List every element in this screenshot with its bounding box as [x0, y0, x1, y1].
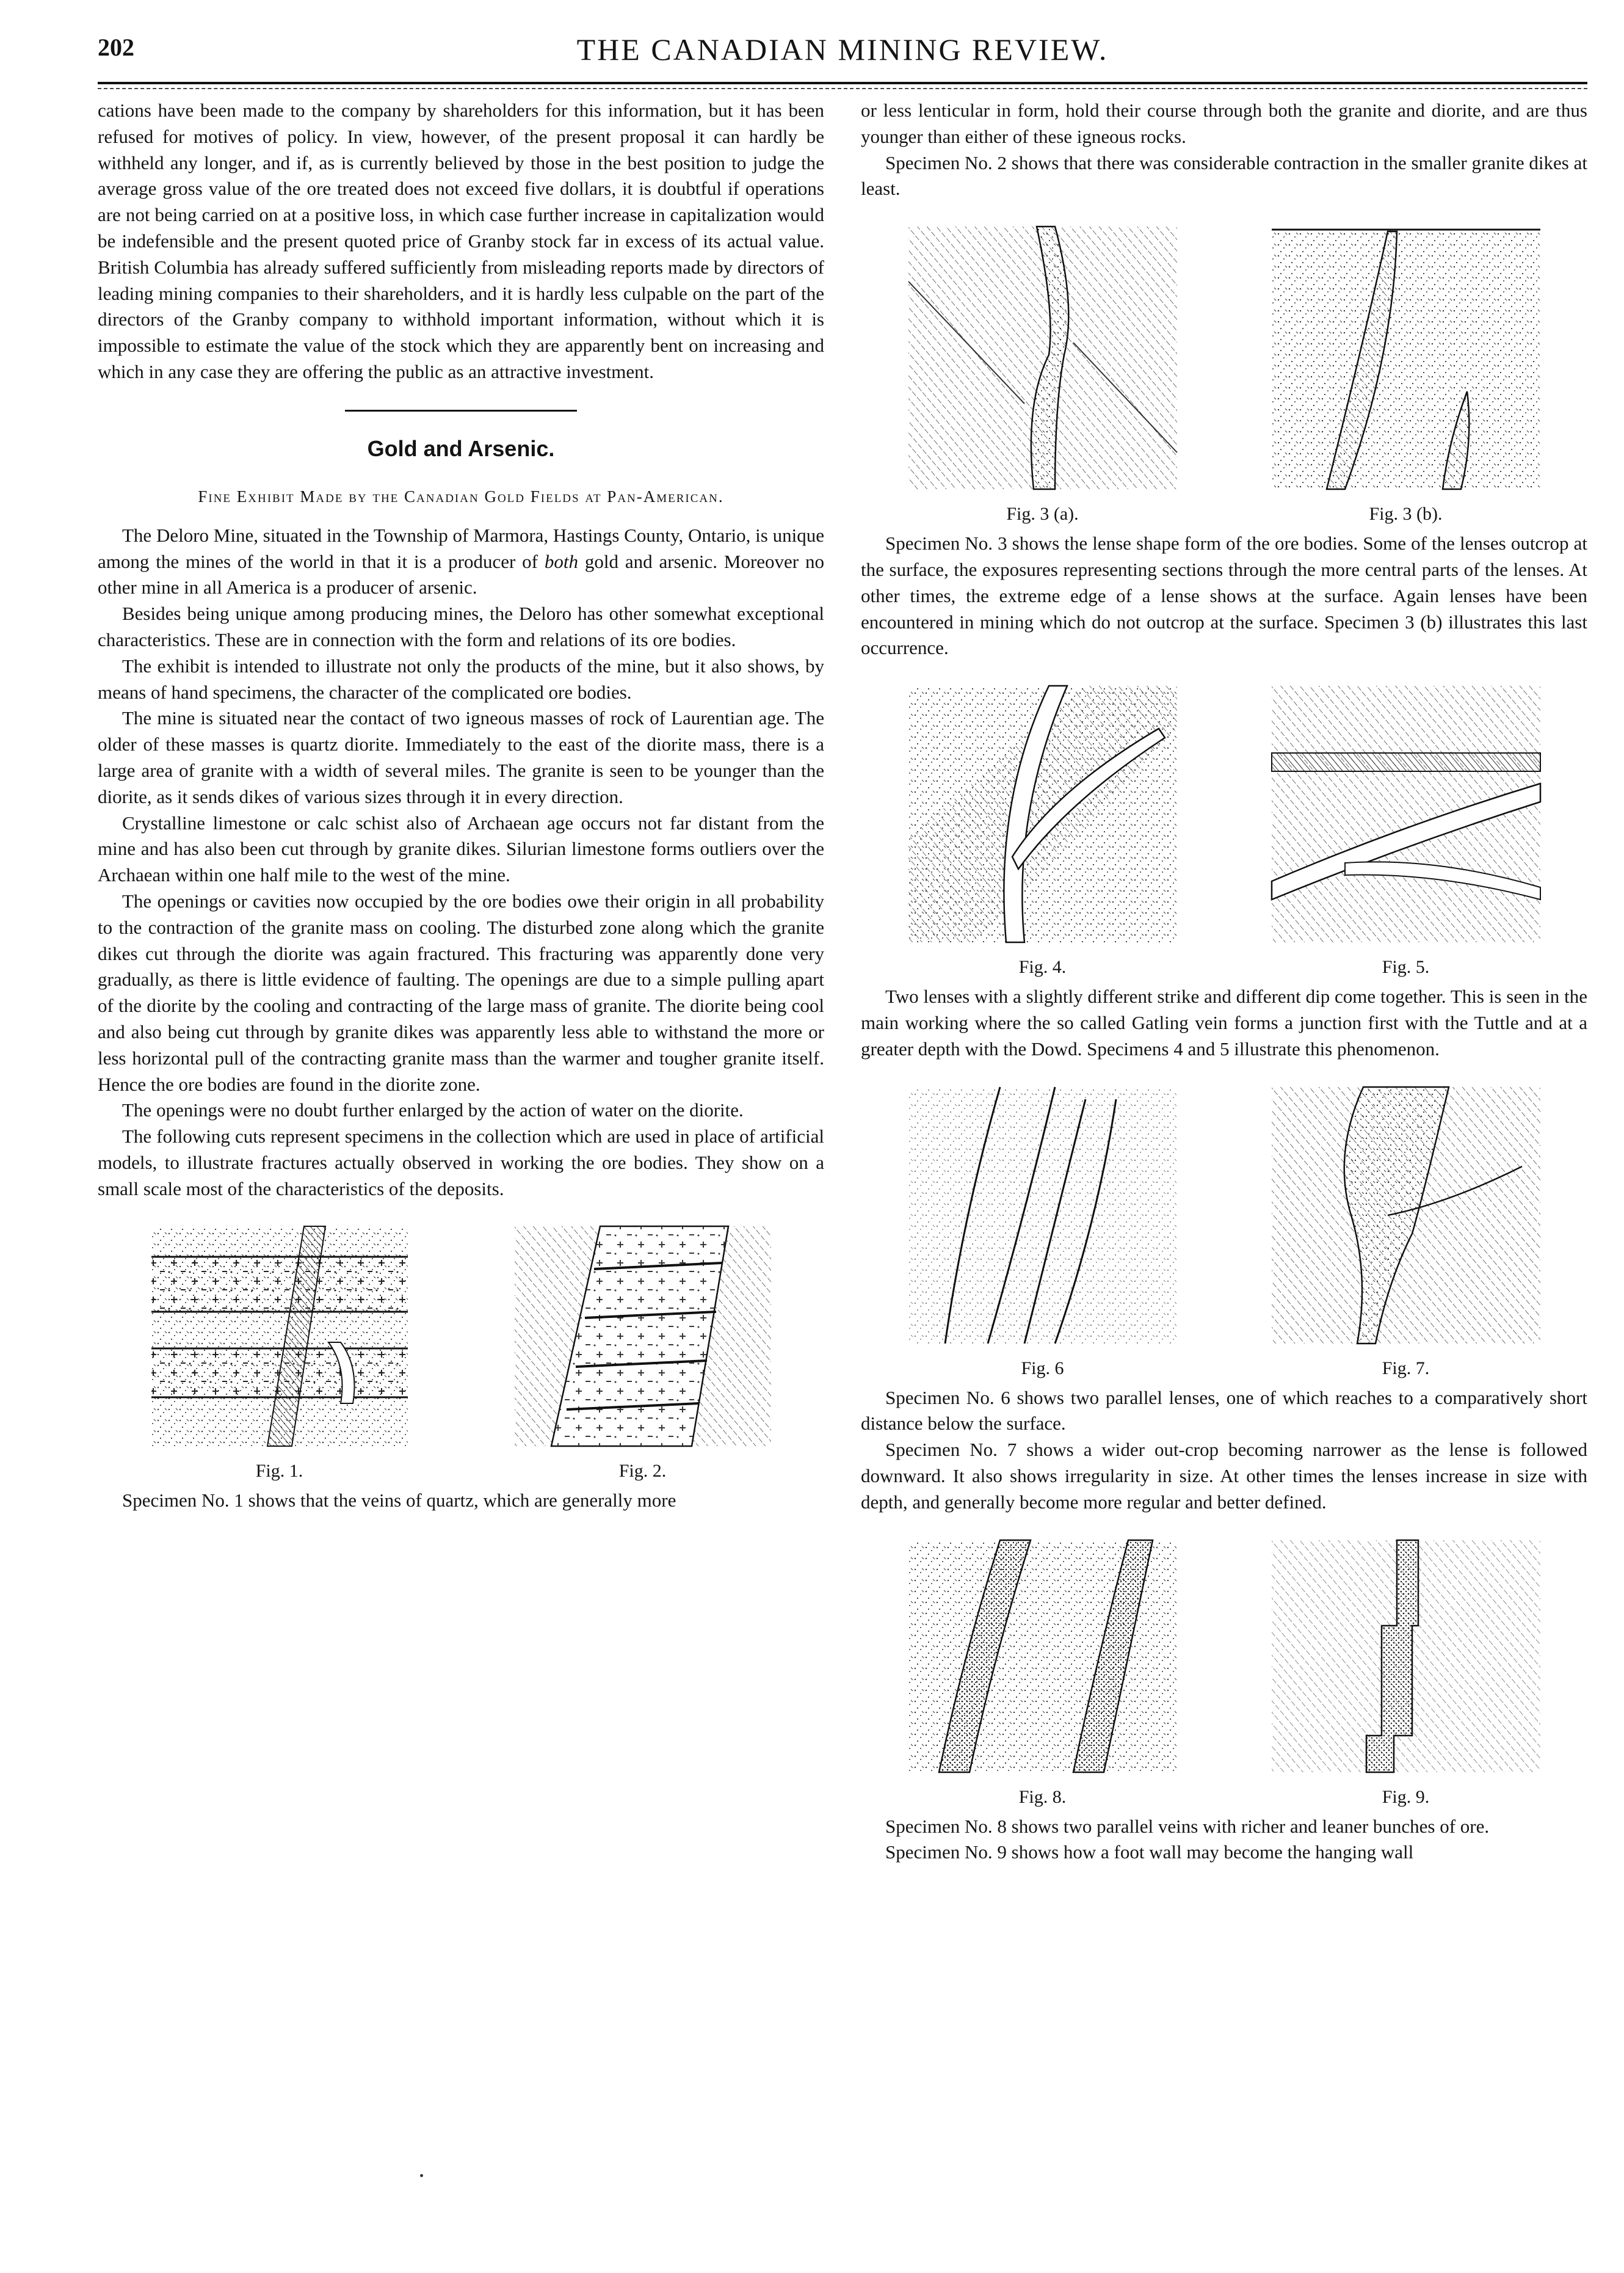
figure-row-3 — [861, 220, 1587, 525]
figure-2-drawing — [509, 1220, 777, 1452]
paragraph-exhibit: The exhibit is intended to illustrate not only the products of the mine, but it also shows, by means of hand specimens, the character of the complicated ore bodies. — [98, 655, 824, 703]
page-number: 202 — [98, 34, 134, 61]
figure-4-caption: Fig. 4. — [1018, 957, 1067, 978]
paragraph-specimen-3: Specimen No. 3 shows the lense shape form of the ore bodies. Some of the lenses outcrop at the surface, the exposures representing sections through the more central parts of the lenses. At other times, the extreme edge of a lense shows at the surface. Again lenses have been encountered in mining which do not outcrop at the surface. Specimen 3 (b) illustrates this last occurrence. — [861, 533, 1587, 659]
figure-4-drawing — [902, 680, 1183, 948]
section-divider — [345, 410, 577, 412]
page-header — [98, 29, 1587, 78]
right-column — [861, 98, 1587, 1866]
paragraph-water: The openings were no doubt further enlarged by the action of water on the diorite. — [122, 1099, 744, 1121]
figure-9-caption: Fig. 9. — [1382, 1786, 1430, 1807]
figure-9 — [1266, 1534, 1546, 1808]
paragraph-deloro: The Deloro Mine, situated in the Township of Marmora, Hastings County, Ontario, is unique among the mines of the world in that it is a producer of both gold and arsenic. Moreover no other mine in all America is a producer of arsenic. — [98, 524, 824, 598]
figure-3a-caption: Fig. 3 (a). — [1006, 504, 1079, 525]
figure-9-drawing — [1266, 1534, 1546, 1778]
figure-3b-caption: Fig. 3 (b). — [1369, 504, 1443, 525]
paragraph-specimen-7: Specimen No. 7 shows a wider out-crop becoming narrower as the lense is followed downward. It also shows irregularity in size. At other times the lenses increase in size with depth, and generally become more regular and better defined. — [861, 1439, 1587, 1513]
paragraph-two-lenses: Two lenses with a slightly different strike and different dip come together. This is seen in the main working where the so called Gatling vein forms a junction first with the Tuttle and at a greater depth with the Dowd. Specimens 4 and 5 illustrate this phenomenon. — [861, 986, 1587, 1060]
figure-6 — [902, 1081, 1183, 1379]
paragraph-lenticular: or less lenticular in form, hold their course through both the granite and diorite, and are thus younger than either of these igneous rocks. — [861, 100, 1587, 147]
figure-row-4-5 — [861, 680, 1587, 978]
figure-3a-drawing — [902, 220, 1183, 495]
paragraph-specimen-6: Specimen No. 6 shows two parallel lenses, one of which reaches to a comparatively short distance below the surface. — [861, 1386, 1587, 1435]
figure-1 — [145, 1220, 414, 1482]
left-column — [98, 98, 824, 1514]
paragraph-cuts: The following cuts represent specimens in the collection which are used in place of artificial models, to illustrate fractures actually observed in working the ore bodies. They show on a small scale most of the characteristics of the deposits. — [98, 1126, 824, 1199]
figure-row-6-7 — [861, 1081, 1587, 1379]
figure-3b-drawing — [1266, 220, 1546, 495]
figure-3a — [902, 220, 1183, 525]
figure-7-drawing — [1266, 1081, 1546, 1350]
figure-1-drawing — [145, 1220, 414, 1452]
figure-7-caption: Fig. 7. — [1382, 1358, 1430, 1378]
paragraph-specimen-1: Specimen No. 1 shows that the veins of quartz, which are generally more — [122, 1489, 676, 1511]
header-rule — [98, 82, 1587, 84]
figure-8 — [902, 1534, 1183, 1808]
header-rule-dashed — [98, 88, 1587, 89]
paragraph-specimen-2: Specimen No. 2 shows that there was considerable contraction in the smaller granite dikes at least. — [861, 151, 1587, 200]
paragraph-granby: cations have been made to the company by shareholders for this information, but it has been refused for motives of policy. In view, however, of the present proposal it can hardly be withheld any longer, and if, as is currently believed by those in the best position to judge the average gross value of the ore treated does not exceed five dollars, it is doubtful if operations are not being carried on at a positive loss, in which case further increase in capitalization would be indefensible and the present quoted price of Granby stock far in excess of its actual value. British Columbia has already suffered sufficiently from misleading reports made by directors of leading mining companies to their shareholders, and it is hardly less culpable on the part of the directors of the Granby company to withhold important information, without which it is impossible to estimate the value of the stock which they are apparently bent on increasing and which in any case they are offering the public as an attractive investment. — [98, 100, 824, 382]
figure-7 — [1266, 1081, 1546, 1379]
section-subtitle: Fine Exhibit Made by the Canadian Gold Fields at Pan-American. — [198, 487, 724, 506]
figure-6-caption: Fig. 6 — [1021, 1358, 1064, 1378]
figure-3b — [1266, 220, 1546, 525]
figure-2 — [509, 1220, 777, 1482]
figure-5-drawing — [1266, 680, 1546, 948]
paragraph-specimen-9: Specimen No. 9 shows how a foot wall may become the hanging wall — [885, 1841, 1414, 1863]
journal-title: THE CANADIAN MINING REVIEW. — [576, 32, 1109, 67]
figure-row-1-2 — [98, 1220, 824, 1482]
print-speck — [420, 2174, 423, 2177]
figure-4 — [902, 680, 1183, 978]
figure-8-drawing — [902, 1534, 1183, 1778]
paragraph-specimen-8: Specimen No. 8 shows two parallel veins with richer and leaner bunches of ore. — [885, 1815, 1490, 1837]
figure-1-caption: Fig. 1. — [255, 1461, 303, 1482]
paragraph-limestone: Crystalline limestone or calc schist also of Archaean age occurs not far distant from the mine and has also been cut through by granite dikes. Silurian limestone forms outliers over the Archaean within one half mile to the west of the mine. — [98, 812, 824, 886]
figure-6-drawing — [902, 1081, 1183, 1350]
paragraph-unique: Besides being unique among producing mines, the Deloro has other somewhat exceptional characteristics. These are in connection with the form and relations of its ore bodies. — [98, 603, 824, 650]
figure-2-caption: Fig. 2. — [618, 1461, 667, 1482]
figure-5 — [1266, 680, 1546, 978]
paragraph-contact: The mine is situated near the contact of two igneous masses of rock of Laurentian age. The older of these masses is quartz diorite. Immediately to the east of the diorite mass, there is a large area of granite with a width of several miles. The granite is seen to be younger than the diorite, as it sends dikes of various sizes through it in every direction. — [98, 707, 824, 807]
paragraph-openings: The openings or cavities now occupied by the ore bodies owe their origin in all probability to the contraction of the granite mass on cooling. The disturbed zone along which the granite dikes cut through the diorite was again fractured. This fracturing was apparently done very gradually, as there is little evidence of faulting. The openings are due to a simple pulling apart of the diorite by the cooling and contracting of the large mass of granite. The diorite being cool and also being cut through by granite dikes was apparently less able to withstand the more or less horizontal pull of the contracting granite mass than the warmer and tougher granite itself. Hence the ore bodies are found in the diorite zone. — [98, 890, 824, 1095]
figure-5-caption: Fig. 5. — [1382, 957, 1430, 978]
section-title: Gold and Arsenic. — [367, 435, 555, 461]
figure-8-caption: Fig. 8. — [1018, 1786, 1067, 1807]
figure-row-8-9 — [861, 1534, 1587, 1808]
